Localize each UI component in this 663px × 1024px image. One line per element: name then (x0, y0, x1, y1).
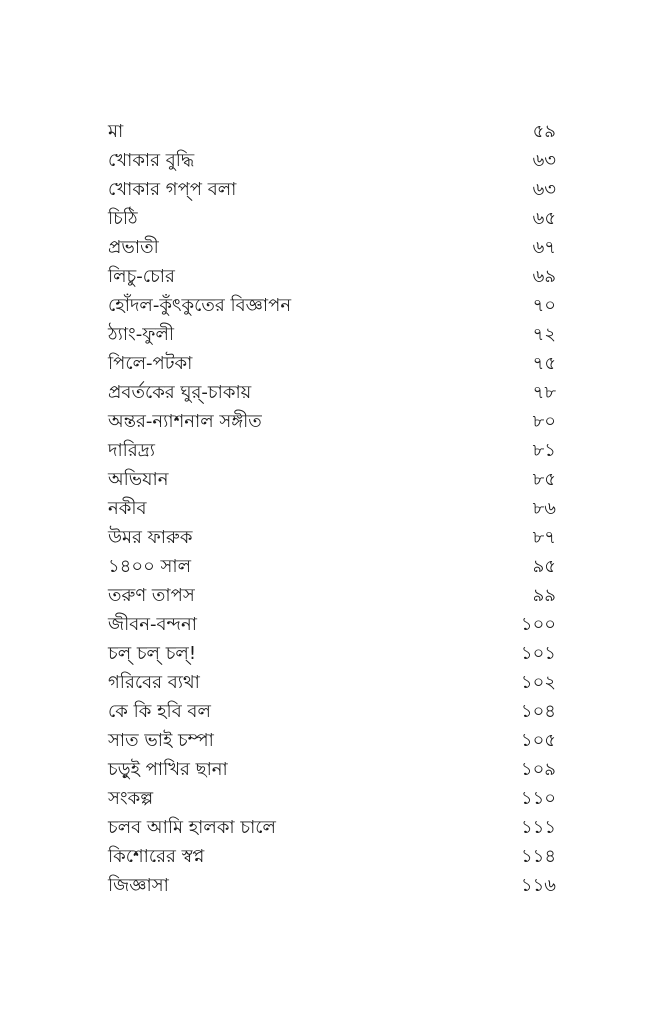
toc-entry-title: পিলে-পটকা (108, 353, 193, 374)
toc-entry (108, 378, 556, 407)
toc-entry (108, 784, 556, 813)
toc-entry-page: ৮৫ (532, 469, 556, 490)
toc-entry (108, 668, 556, 697)
table-of-contents (108, 117, 556, 900)
toc-entry-page: ১১০ (520, 788, 556, 809)
toc-entry-title: সংকল্প (108, 788, 154, 809)
toc-entry-page: ৯৯ (532, 585, 556, 606)
toc-entry (108, 320, 556, 349)
toc-entry-title: জীবন-বন্দনা (108, 614, 197, 635)
toc-entry-page: ৮৭ (532, 527, 556, 548)
toc-entry (108, 407, 556, 436)
toc-entry (108, 146, 556, 175)
toc-entry-page: ৬৩ (532, 179, 556, 200)
toc-entry-title: নকীব (108, 498, 147, 519)
toc-entry-title: চল্‌ চল্‌ চল্‌! (108, 643, 197, 664)
toc-entry-page: ৫৯ (532, 121, 556, 142)
toc-entry-title: চড়ুই পাখির ছানা (108, 759, 228, 780)
toc-entry (108, 291, 556, 320)
toc-entry-title: মা (108, 121, 124, 142)
toc-entry (108, 813, 556, 842)
toc-entry-page: ৮১ (532, 440, 556, 461)
toc-entry-title: ১৪০০ সাল (108, 556, 192, 577)
toc-entry-page: ১০০ (520, 614, 556, 635)
toc-entry (108, 639, 556, 668)
toc-entry-page: ১০১ (520, 643, 556, 664)
toc-entry-title: হোঁদল-কুঁৎকুতের বিজ্ঞাপন (108, 295, 292, 316)
toc-entry-page: ৯৫ (532, 556, 556, 577)
toc-entry (108, 726, 556, 755)
toc-entry-page: ১০৪ (520, 701, 556, 722)
toc-entry (108, 871, 556, 900)
toc-entry-title: কিশোরের স্বপ্ন (108, 846, 205, 867)
toc-entry-title: ঠ্যাং-ফুলী (108, 324, 175, 345)
toc-entry-title: লিচু-চোর (108, 266, 175, 287)
toc-entry (108, 262, 556, 291)
toc-entry-page: ৬৩ (532, 150, 556, 171)
toc-entry-title: তরুণ তাপস (108, 585, 195, 606)
toc-entry-title: কে কি হবি বল (108, 701, 211, 722)
toc-entry (108, 552, 556, 581)
toc-entry-page: ১১৪ (520, 846, 556, 867)
toc-entry-page: ১০২ (520, 672, 556, 693)
toc-entry-page: ৭০ (532, 295, 556, 316)
toc-entry-title: প্রবর্তকের ঘুর্-চাকায় (108, 382, 252, 403)
toc-entry-title: জিজ্ঞাসা (108, 875, 169, 896)
toc-entry-title: গরিবের ব্যথা (108, 672, 200, 693)
toc-entry (108, 581, 556, 610)
toc-entry-title: অভিযান (108, 469, 169, 490)
toc-entry (108, 494, 556, 523)
toc-entry (108, 610, 556, 639)
toc-entry-page: ৭৮ (532, 382, 556, 403)
toc-entry (108, 755, 556, 784)
toc-entry-page: ১০৯ (520, 759, 556, 780)
toc-entry-title: চলব আমি হালকা চালে (108, 817, 276, 838)
toc-entry-page: ৬৫ (532, 208, 556, 229)
toc-entry-title: খোকার গপ্‌প বলা (108, 179, 237, 200)
toc-entry-title: প্রভাতী (108, 237, 159, 258)
toc-entry-page: ৭২ (532, 324, 556, 345)
toc-entry (108, 204, 556, 233)
toc-entry-page: ৬৯ (532, 266, 556, 287)
toc-entry-title: অন্তর-ন্যাশনাল সঙ্গীত (108, 411, 262, 432)
toc-entry-title: দারিদ্র্য (108, 440, 155, 461)
toc-entry (108, 117, 556, 146)
toc-entry-page: ৭৫ (532, 353, 556, 374)
toc-entry-title: উমর ফারুক (108, 527, 193, 548)
toc-entry (108, 523, 556, 552)
toc-entry-page: ৮০ (532, 411, 556, 432)
toc-entry-page: ৬৭ (532, 237, 556, 258)
toc-entry-title: চিঠি (108, 208, 138, 229)
toc-entry (108, 842, 556, 871)
toc-entry-page: ১০৫ (520, 730, 556, 751)
toc-entry (108, 697, 556, 726)
toc-entry (108, 436, 556, 465)
toc-entry (108, 465, 556, 494)
toc-entry-title: খোকার বুদ্ধি (108, 150, 195, 171)
toc-entry-page: ১১১ (520, 817, 556, 838)
toc-entry (108, 233, 556, 262)
toc-entry (108, 175, 556, 204)
toc-entry-page: ৮৬ (532, 498, 556, 519)
toc-entry (108, 349, 556, 378)
toc-entry-page: ১১৬ (520, 875, 556, 896)
toc-entry-title: সাত ভাই চম্পা (108, 730, 214, 751)
